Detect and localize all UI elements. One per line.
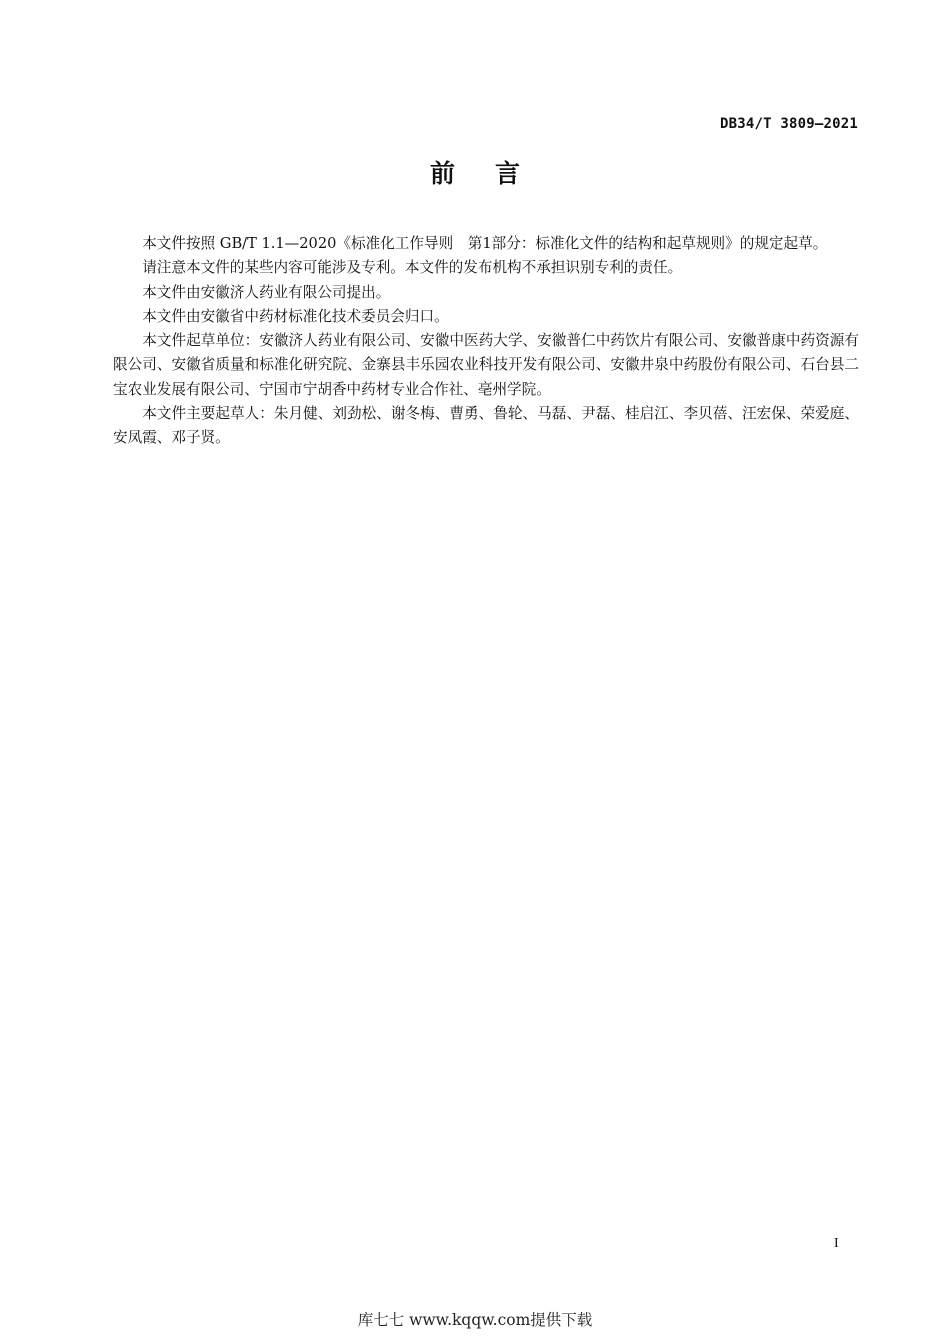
document-code: DB34/T 3809—2021 xyxy=(719,116,858,132)
paragraph-drafting-rules: 本文件按照 GB/T 1.1—2020《标准化工作导则 第1部分：标准化文件的结构和起草规则》的规定起草。 xyxy=(142,235,828,252)
page-title: 前言 xyxy=(429,159,560,188)
paragraph-drafters: 本文件主要起草人：朱月健、刘劲松、谢冬梅、曹勇、鲁轮、马磊、尹磊、桂启江、李贝蓓、汪宏保、荣爱庭、安凤霞、邓子贤。 xyxy=(113,405,859,447)
foreword-body xyxy=(113,232,859,451)
paragraph-committee: 本文件由安徽省中药材标准化技术委员会归口。 xyxy=(142,307,449,325)
download-watermark: 库七七 www.kqqw.com提供下载 xyxy=(357,1311,593,1329)
paragraph-drafting-units: 本文件起草单位：安徽济人药业有限公司、安徽中医药大学、安徽普仁中药饮片有限公司、安徽普康中药资源有限公司、安徽省质量和标准化研究院、金寨县丰乐园农业科技开发有限公司、安徽井泉中药股份有限公司、石台县二宝农业发展有限公司、宁国市宁胡香中药材专业合作社、亳州学院。 xyxy=(113,332,859,398)
page-number: I xyxy=(834,1236,839,1251)
paragraph-patent-notice: 请注意本文件的某些内容可能涉及专利。本文件的发布机构不承担识别专利的责任。 xyxy=(142,259,683,277)
paragraph-proposer: 本文件由安徽济人药业有限公司提出。 xyxy=(142,283,391,301)
